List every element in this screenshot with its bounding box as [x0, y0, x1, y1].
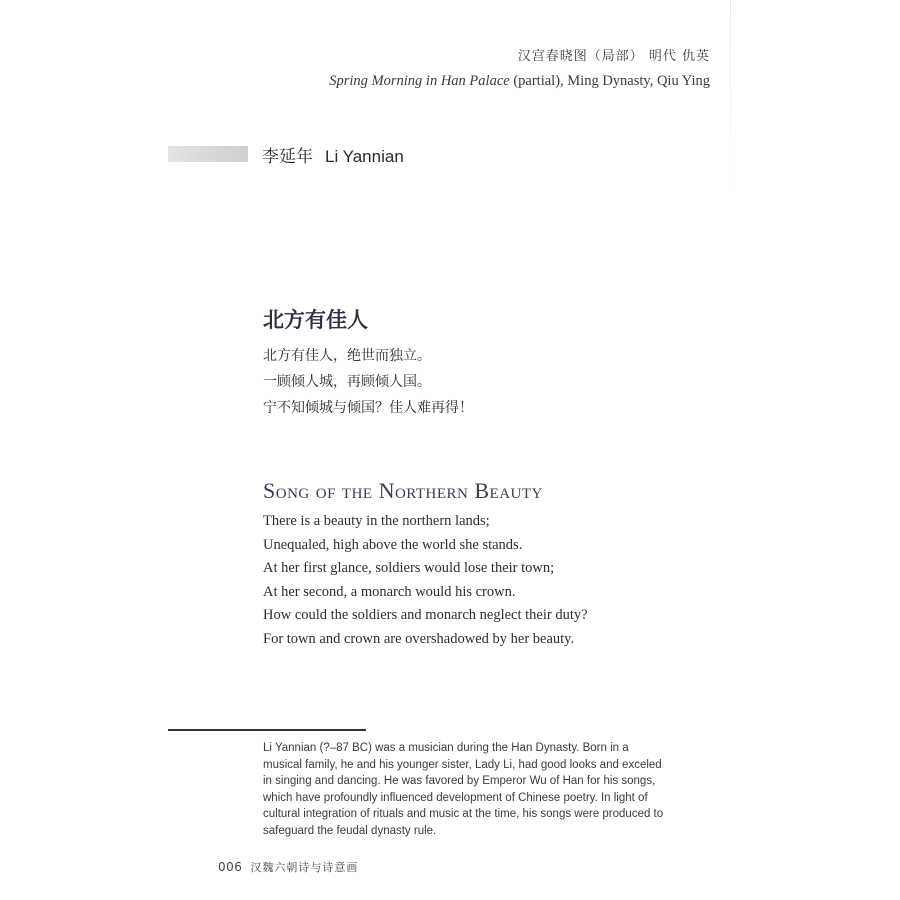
english-poem-line: Unequaled, high above the world she stands.: [263, 536, 523, 553]
english-poem-line: At her first glance, soldiers would lose their town;: [263, 560, 555, 576]
english-poem-line: There is a beauty in the northern lands;: [263, 513, 490, 529]
caption-chinese: 汉宫春晓图（局部） 明代 仇英: [517, 49, 710, 64]
section-marker-bar: [168, 146, 248, 162]
caption-english-title: Spring Morning in Han Palace: [329, 73, 510, 89]
page-footer: [218, 859, 358, 875]
english-poem-title: Song of the Northern Beauty: [263, 478, 543, 503]
chinese-poem-title: 北方有佳人: [263, 307, 368, 332]
page-edge-shadow: [730, 0, 731, 190]
english-poem-line: How could the soldiers and monarch neglect their duty?: [263, 607, 588, 623]
caption-english: [329, 70, 710, 92]
chinese-poem-line: 一顾倾人城，再顾倾人国。: [263, 374, 431, 390]
section-title: [262, 142, 404, 167]
section-title-chinese: 李延年: [262, 146, 313, 166]
english-poem: [263, 476, 588, 651]
footnote-divider: [168, 729, 366, 731]
section-title-english: Li Yannian: [325, 146, 404, 166]
author-footnote: Li Yannian (?–87 BC) was a musician during the Han Dynasty. Born in a musical family, he and his younger sister, Lady Li, had good looks and exceled in singing and dancing. He was favored by Emperor Wu of Han for his songs, which have profoundly influenced development of Chinese poetry. In light of cultural integration of rituals and music at the time, his songs were produced to safeguard the feudal dynasty rule.: [263, 742, 664, 837]
chinese-poem-line: 宁不知倾城与倾国？佳人难再得！: [263, 400, 473, 416]
painting-caption: [329, 48, 710, 92]
chinese-poem-line: 北方有佳人，绝世而独立。: [263, 348, 431, 364]
chinese-poem: [263, 305, 473, 421]
english-poem-line: For town and crown are overshadowed by her beauty.: [263, 630, 575, 647]
book-title: 汉魏六朝诗与诗意画: [250, 861, 359, 874]
caption-english-rest: (partial), Ming Dynasty, Qiu Ying: [509, 73, 710, 89]
english-poem-line: At her second, a monarch would his crown.: [263, 583, 516, 600]
section-header: [168, 142, 404, 166]
page-number: 006: [218, 860, 243, 874]
